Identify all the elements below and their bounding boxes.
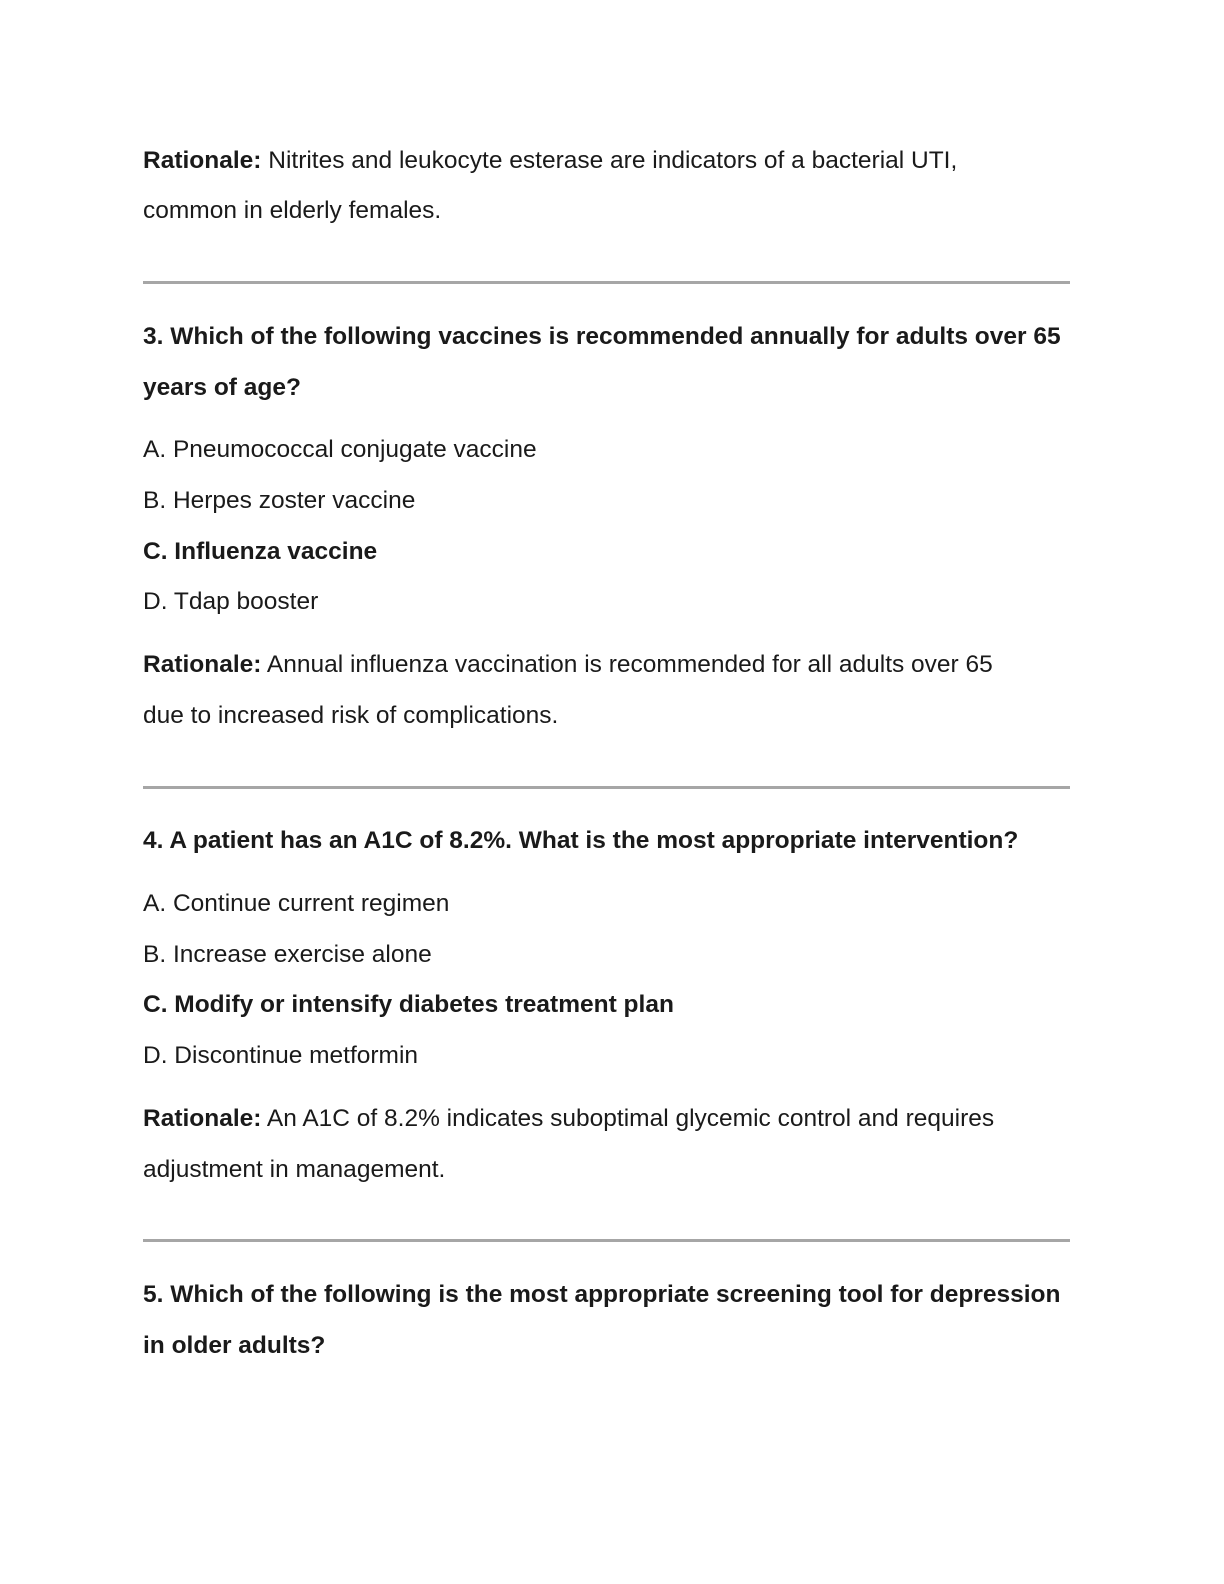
rationale-label: Rationale:	[143, 147, 262, 174]
rationale-text: Annual influenza vaccination is recommended for all adults over 65	[261, 651, 993, 678]
question-5-line-1: 5. Which of the following is the most appropriate screening tool for depression	[143, 1281, 1061, 1308]
rationale-label: Rationale:	[143, 651, 262, 678]
rationale-text: Nitrites and leukocyte esterase are indicators of a bacterial UTI,	[261, 147, 958, 174]
section-divider	[143, 1239, 1070, 1242]
section-divider	[143, 281, 1070, 284]
question-4-option-d: D. Discontinue metformin	[143, 1042, 419, 1069]
question-3-option-c-correct: C. Influenza vaccine	[143, 538, 378, 565]
question-3-option-a: A. Pneumococcal conjugate vaccine	[143, 436, 537, 463]
rationale-text: An A1C of 8.2% indicates suboptimal glycemic control and requires	[261, 1105, 995, 1132]
question-3-option-d: D. Tdap booster	[143, 588, 319, 615]
question-4-rationale-line-2: adjustment in management.	[143, 1156, 446, 1183]
question-4-rationale-line-1	[143, 1104, 994, 1134]
question-4-option-c-correct: C. Modify or intensify diabetes treatment plan	[143, 991, 674, 1018]
intro-rationale-line-2: common in elderly females.	[143, 197, 442, 224]
question-3-rationale-line-2: due to increased risk of complications.	[143, 702, 559, 729]
question-3-line-1: 3. Which of the following vaccines is recommended annually for adults over 65	[143, 323, 1061, 350]
question-3-rationale-line-1	[143, 650, 993, 680]
question-3-option-b: B. Herpes zoster vaccine	[143, 487, 416, 514]
rationale-label: Rationale:	[143, 1105, 262, 1132]
question-4-option-b: B. Increase exercise alone	[143, 941, 432, 968]
section-divider	[143, 786, 1070, 789]
question-4-option-a: A. Continue current regimen	[143, 890, 450, 917]
question-3-line-2: years of age?	[143, 374, 301, 401]
question-4-line-1: 4. A patient has an A1C of 8.2%. What is the most appropriate intervention?	[143, 827, 1019, 854]
question-5-line-2: in older adults?	[143, 1332, 326, 1359]
intro-rationale-line-1	[143, 146, 957, 176]
